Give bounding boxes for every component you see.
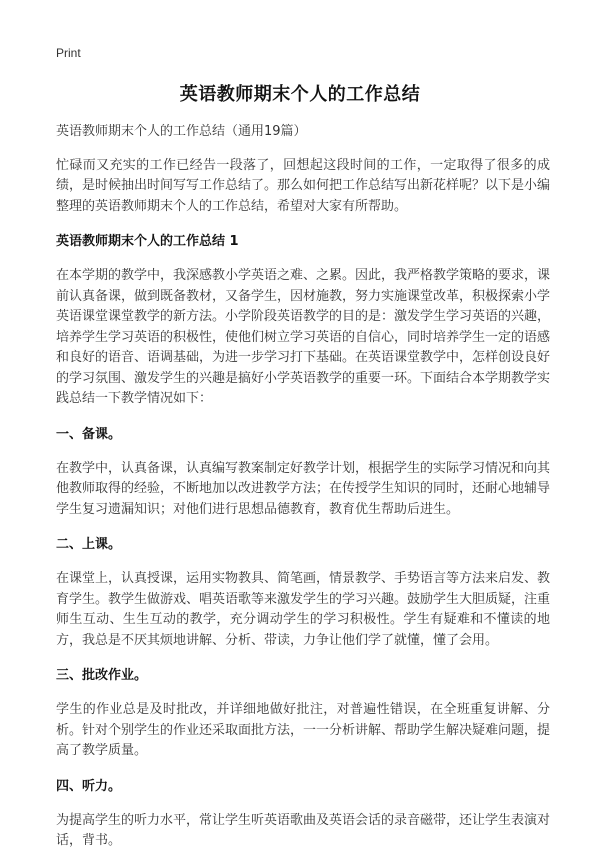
section-heading: 英语教师期末个人的工作总结 1 — [56, 234, 239, 249]
item-heading-prep: 一、备课。 — [56, 426, 122, 442]
item-heading-homework: 三、批改作业。 — [56, 668, 148, 683]
item-heading-listening: 四、听力。 — [56, 778, 122, 794]
print-link[interactable]: Print — [56, 46, 81, 60]
item-text-listening: 为提高学生的听力水平，常让学生听英语歌曲及英语会话的录音磁带，还让学生表演对话，背书。 — [56, 812, 551, 848]
item-heading-class: 二、上课。 — [56, 537, 122, 552]
document-title: 英语教师期末个人的工作总结 — [179, 84, 421, 105]
document-subtitle: 英语教师期末个人的工作总结（通用19篇） — [56, 124, 307, 139]
item-text-class: 在课堂上，认真授课，运用实物教具、简笔画，情景教学、手势语言等方法来启发、教育学生。教学生做游戏、唱英语歌等来激发学生的学习兴趣。鼓励学生大胆质疑，注重师生互动、生生互动的教学，充分调动学生的学习积极性。学生有疑难和不懂读的地方，我总是不厌其烦地讲解、分析、带读，力争让他们学了就懂，懂了会用。 — [56, 571, 551, 648]
intro-paragraph: 忙碌而又充实的工作已经告一段落了，回想起这段时间的工作，一定取得了很多的成绩，是时候抽出时间写写工作总结了。那么如何把工作总结写出新花样呢？以下是小编整理的英语教师期末个人的工作总结，希望对大家有所帮助。 — [56, 157, 551, 214]
section-intro-paragraph: 在本学期的教学中，我深感教小学英语之难、之累。因此，我严格教学策略的要求，课前认真备课，做到既备教材，又备学生，因材施教，努力实施课堂改革，积极探索小学英语课堂课堂教学的新方法。小学阶段英语教学的目的是：激发学生学习英语的兴趣，培养学生学习英语的积极性，使他们树立学习英语的自信心，同时培养学生一定的语感和良好的语音、语调基础，为进一步学习打下基础。在英语课堂教学中，怎样创设良好的学习氛围、激发学生的兴趣是搞好小学英语教学的重要一环。下面结合本学期教学实践总结一下教学情况如下： — [56, 268, 551, 406]
document-content — [56, 122, 550, 867]
item-text-prep: 在教学中，认真备课，认真编写教案制定好教学计划，根据学生的实际学习情况和向其他教师取得的经验，不断地加以改进教学方法；在传授学生知识的同时，还耐心地辅导学生复习遗漏知识；对他们进行思想品德教育，教育优生帮助后进生。 — [56, 460, 551, 517]
item-text-homework: 学生的作业总是及时批改，并详细地做好批注，对普遍性错误，在全班重复讲解、分析。针对个别学生的作业还采取面批方法，一一分析讲解、帮助学生解决疑难问题，提高了教学质量。 — [56, 702, 551, 758]
